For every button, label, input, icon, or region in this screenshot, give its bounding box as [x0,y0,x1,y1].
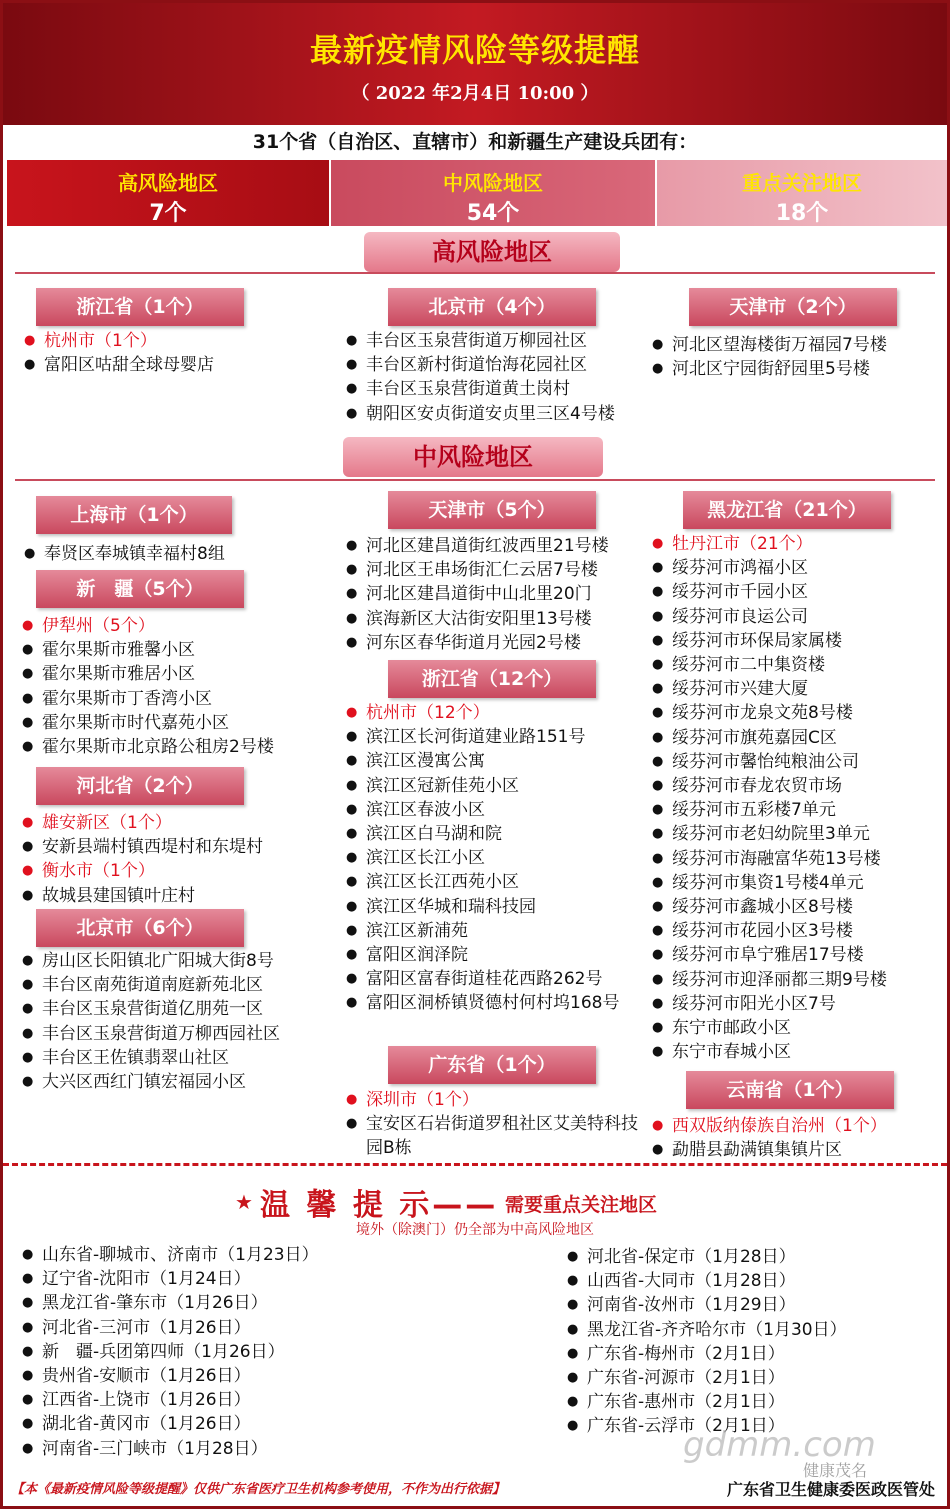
list-item: ● 新 疆-兵团第四师（1月26日） [22,1340,319,1364]
list-high-beijing [346,329,615,426]
list-item: ● 绥芬河市千园小区 [652,580,887,604]
list-item: ● 江西省-上饶市（1月26日） [22,1388,319,1412]
list-item: ● 河东区春华街道月光园2号楼 [346,631,609,655]
summary-mid [331,160,655,226]
list-item: ● 绥芬河市旗苑嘉园C区 [652,726,887,750]
tips-title-text: 温 馨 提 示—— [259,1188,499,1223]
list-item: ● 绥芬河市五彩楼7单元 [652,798,887,822]
tips-divider [3,1163,947,1167]
list-tips-right [567,1245,847,1439]
summary-focus [657,160,947,226]
list-mid-heilongjiang [652,532,887,1064]
list-item: ● 丰台区玉泉营街道万柳西园社区 [22,1022,280,1046]
tips-subtitle: 需要重点关注地区 [505,1194,658,1216]
list-item: ● 滨江区春波小区 [346,798,646,822]
list-item: ● 绥芬河市迎泽丽都三期9号楼 [652,968,887,992]
update-date: （ 2022 年2月4日 10:00 ） [351,83,599,104]
list-item: ● 河南省-三门峡市（1月28日） [22,1437,319,1461]
list-item: ● 东宁市春城小区 [652,1040,887,1064]
summary-mid-label: 中风险地区 [443,171,543,195]
list-item: ● 霍尔果斯市丁香湾小区 [22,687,274,711]
tag-mid-heilongjiang: 黑龙江省（21个） [683,491,891,529]
list-item: ● 霍尔果斯市雅居小区 [22,662,274,686]
list-item: ● 杭州市（1个） [24,329,214,353]
intro-text: 31个省（自治区、直辖市）和新疆生产建设兵团有： [252,131,698,153]
tag-high-beijing: 北京市（4个） [388,288,596,326]
list-item: ● 绥芬河市鸿福小区 [652,556,887,580]
list-item: ● 富阳区洞桥镇贤德村何村坞168号 [346,991,646,1015]
list-item: ● 霍尔果斯市时代嘉苑小区 [22,711,274,735]
list-mid-zhejiang [346,701,646,1016]
summary-mid-count: 54个 [466,201,520,226]
mid-divider [15,479,935,481]
list-item: ● 牡丹江市（21个） [652,532,887,556]
watermark-account: 健康茂名 [803,1461,868,1480]
list-item: ● 大兴区西红门镇宏福园小区 [22,1070,280,1094]
list-item: ● 绥芬河市良运公司 [652,605,887,629]
list-item: ● 霍尔果斯市雅馨小区 [22,638,274,662]
list-high-zhejiang [24,329,214,377]
list-item: ● 黑龙江省-齐齐哈尔市（1月30日） [567,1318,847,1342]
tag-mid-beijing: 北京市（6个） [36,909,244,947]
list-item: ● 滨江区漫寓公寓 [346,749,646,773]
list-mid-shanghai [24,542,225,566]
list-item: ● 杭州市（12个） [346,701,646,725]
summary-high [7,160,329,226]
list-item: ● 房山区长阳镇北广阳城大街8号 [22,949,280,973]
page-title: 最新疫情风险等级提醒 [309,31,640,69]
list-item: ● 广东省-梅州市（2月1日） [567,1342,847,1366]
list-item: ● 霍尔果斯市北京路公租房2号楼 [22,735,274,759]
list-item: ● 湖北省-黄冈市（1月26日） [22,1412,319,1436]
list-item: ● 绥芬河市阳光小区7号 [652,992,887,1016]
list-high-tianjin [652,333,887,381]
list-tips-left [22,1243,319,1461]
tag-high-tianjin: 天津市（2个） [689,288,897,326]
list-item: ● 宝安区石岩街道罗租社区艾美特科技园B栋 [346,1112,646,1160]
list-item: ● 滨江区新浦苑 [346,919,646,943]
list-item: ● 广东省-惠州市（2月1日） [567,1390,847,1414]
list-item: ● 滨江区白马湖和院 [346,822,646,846]
list-item: ● 朝阳区安贞街道安贞里三区4号楼 [346,402,615,426]
list-item: ● 广东省-云浮市（2月1日） [567,1414,847,1438]
list-item: ● 衡水市（1个） [22,859,263,883]
list-item: ● 安新县端村镇西堤村和东堤村 [22,835,263,859]
list-item: ● 绥芬河市二中集资楼 [652,653,887,677]
list-item: ● 绥芬河市鑫城小区8号楼 [652,895,887,919]
list-item: ● 滨江区长江西苑小区 [346,870,646,894]
list-item: ● 绥芬河市集资1号楼4单元 [652,871,887,895]
list-item: ● 河北区建昌道街中山北里20门 [346,582,609,606]
list-item: ● 滨江区长江小区 [346,846,646,870]
list-item: ● 丰台区王佐镇翡翠山社区 [22,1046,280,1070]
list-item: ● 故城县建国镇叶庄村 [22,884,263,908]
list-item: ● 贵州省-安顺市（1月26日） [22,1364,319,1388]
list-mid-hebei [22,811,263,908]
list-mid-tianjin [346,534,609,655]
list-item: ● 绥芬河市春龙农贸市场 [652,774,887,798]
high-banner: 高风险地区 [364,232,620,272]
list-item: ● 雄安新区（1个） [22,811,263,835]
list-item: ● 绥芬河市馨怡纯粮油公司 [652,750,887,774]
list-item: ● 绥芬河市环保局家属楼 [652,629,887,653]
list-item: ● 绥芬河市龙泉文苑8号楼 [652,701,887,725]
list-item: ● 丰台区玉泉营街道万柳园社区 [346,329,615,353]
list-item: ● 绥芬河市老妇幼院里3单元 [652,822,887,846]
list-item: ● 河北区建昌道街红波西里21号楼 [346,534,609,558]
watermark-site: gdmm.com [683,1425,876,1465]
list-item: ● 奉贤区奉城镇幸福村8组 [24,542,225,566]
list-item: ● 绥芬河市阜宁雅居17号楼 [652,943,887,967]
tag-mid-tianjin: 天津市（5个） [388,491,596,529]
list-item: ● 山西省-大同市（1月28日） [567,1269,847,1293]
list-mid-xinjiang [22,614,274,759]
summary-focus-label: 重点关注地区 [742,171,862,195]
list-item: ● 河北区望海楼街万福园7号楼 [652,333,887,357]
tag-high-zhejiang: 浙江省（1个） [36,288,244,326]
list-item: ● 富阳区咕甜全球母婴店 [24,353,214,377]
mid-banner: 中风险地区 [343,437,603,477]
list-item: ● 黑龙江省-肇东市（1月26日） [22,1291,319,1315]
high-divider [15,272,935,274]
list-item: ● 丰台区玉泉营街道黄土岗村 [346,377,615,401]
list-item: ● 滨海新区大沽街安阳里13号楼 [346,607,609,631]
summary-high-label: 高风险地区 [118,171,218,195]
list-item: ● 山东省-聊城市、济南市（1月23日） [22,1243,319,1267]
summary-focus-count: 18个 [775,201,829,226]
tag-mid-yunnan: 云南省（1个） [686,1071,894,1109]
list-item: ● 丰台区玉泉营街道亿朋苑一区 [22,997,280,1021]
star-icon: ★ [235,1190,256,1214]
list-item: ● 滨江区长河街道建业路151号 [346,725,646,749]
list-item: ● 滨江区华城和瑞科技园 [346,895,646,919]
list-item: ● 西双版纳傣族自治州（1个） [652,1114,887,1138]
list-mid-yunnan [652,1114,887,1162]
list-mid-beijing [22,949,280,1094]
list-item: ● 河北省-三河市（1月26日） [22,1316,319,1340]
list-item: ● 河北区王串场街汇仁云居7号楼 [346,558,609,582]
footer-org: 广东省卫生健康委医政医管处 [726,1480,935,1499]
list-item: ● 绥芬河市海融富华苑13号楼 [652,847,887,871]
footer-disclaimer: 【本《最新疫情风险等级提醒》仅供广东省医疗卫生机构参考使用，不作为出行依据】 [11,1482,506,1497]
list-item: ● 河南省-汝州市（1月29日） [567,1293,847,1317]
list-item: ● 伊犁州（5个） [22,614,274,638]
tag-mid-zhejiang: 浙江省（12个） [388,660,596,698]
list-item: ● 河北区宁园街舒园里5号楼 [652,357,887,381]
list-item: ● 深圳市（1个） [346,1088,646,1112]
tag-mid-xinjiang: 新 疆（5个） [36,570,244,608]
list-item: ● 辽宁省-沈阳市（1月24日） [22,1267,319,1291]
list-item: ● 河北省-保定市（1月28日） [567,1245,847,1269]
list-item: ● 丰台区新村街道怡海花园社区 [346,353,615,377]
list-item: ● 东宁市邮政小区 [652,1016,887,1040]
tag-mid-shanghai: 上海市（1个） [36,496,232,534]
list-item: ● 滨江区冠新佳苑小区 [346,774,646,798]
tips-note: 境外（除澳门）仍全部为中高风险地区 [356,1222,594,1238]
list-item: ● 丰台区南苑街道南庭新苑北区 [22,973,280,997]
tag-mid-hebei: 河北省（2个） [36,767,244,805]
list-item: ● 富阳区润泽院 [346,943,646,967]
list-item: ● 富阳区富春街道桂花西路262号 [346,967,646,991]
list-item: ● 广东省-河源市（2月1日） [567,1366,847,1390]
header-banner [3,3,947,125]
summary-high-count: 7个 [149,201,187,226]
tips-title [235,1180,498,1224]
list-item: ● 勐腊县勐满镇集镇片区 [652,1138,887,1162]
list-item: ● 绥芬河市兴建大厦 [652,677,887,701]
list-item: ● 绥芬河市花园小区3号楼 [652,919,887,943]
list-mid-guangdong [346,1088,646,1161]
tag-mid-guangdong: 广东省（1个） [388,1046,596,1084]
